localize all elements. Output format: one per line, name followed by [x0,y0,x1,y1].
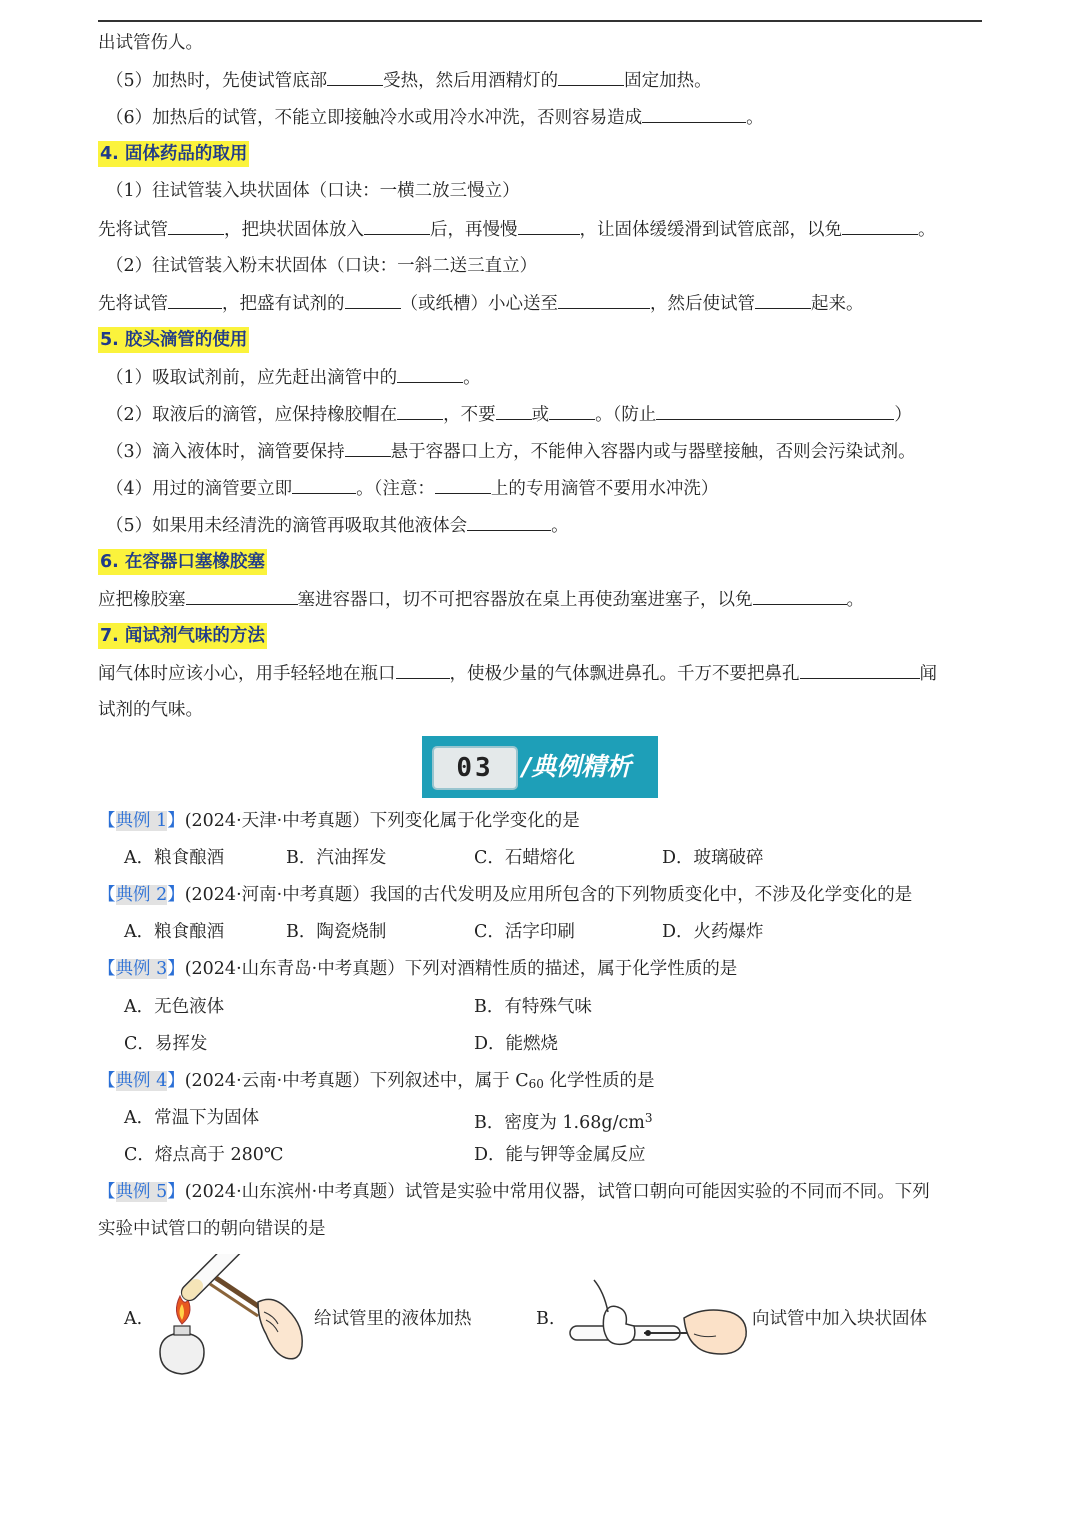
option[interactable]: D．玻璃破碎 [662,848,764,868]
text-line: 试剂的气味。 [98,700,203,720]
example-question: 【典例 1】(2024·天津·中考真题）下列变化属于化学变化的是 [98,811,580,831]
text-line: （3）滴入液体时，滴管要保持 悬于容器口上方，不能伸入容器内或与器壁接触，否则会污染试剂。 [106,438,916,465]
heating-test-tube-illustration [154,1254,314,1384]
text-line: 闻气体时应该小心，用手轻轻地在瓶口 ，使极少量的气体飘进鼻孔。千万不要把鼻孔 闻 [98,660,937,687]
blank[interactable] [397,364,463,383]
blank[interactable] [642,104,746,123]
text-line: （2）取液后的滴管，应保持橡胶帽在 ，不要 或 。（防止 ） [106,401,912,428]
option[interactable]: B．密度为 $1.68g/cm^3$ [474,1111,653,1133]
section-heading: 6. 在容器口塞橡胶塞 [98,549,267,575]
section-heading: 4. 固体药品的取用 [98,141,249,167]
option[interactable]: A．无色液体 [124,997,225,1017]
example-question: 【典例 3】(2024·山东青岛·中考真题）下列对酒精性质的描述，属于化学性质的是 [98,959,738,979]
text-line: （4）用过的滴管要立即 。（注意： 上的专用滴管不要用水冲洗） [106,475,718,502]
example-tag: 【典例 2】 [98,885,185,905]
adding-solid-illustration [564,1272,750,1362]
option[interactable]: D．能燃烧 [474,1034,559,1054]
blank[interactable] [467,512,551,531]
blank[interactable] [186,586,298,605]
blank[interactable] [292,475,356,494]
blank[interactable] [168,216,224,235]
blank[interactable] [345,438,391,457]
text-line: 出试管伤人。 [98,33,203,53]
blank[interactable] [656,401,894,420]
option[interactable]: B．汽油挥发 [286,848,387,868]
superscript: 3 [644,1111,653,1125]
text-line: （5）如果用未经清洗的滴管再吸取其他液体会 。 [106,512,569,539]
blank[interactable] [396,660,450,679]
option-a-label[interactable]: A. [124,1309,143,1329]
top-rule [98,20,982,22]
option[interactable]: D．火药爆炸 [662,922,764,942]
blank[interactable] [842,216,918,235]
blank[interactable] [558,290,650,309]
example-question: 【典例 4】(2024·云南·中考真题）下列叙述中，属于 $C_{60}$ 化学性质的是 [98,1071,655,1091]
subscript: 60 [528,1077,544,1091]
text-line: （1）往试管装入块状固体（口诀：一横二放三慢立） [106,181,520,201]
blank[interactable] [168,290,222,309]
blank[interactable] [397,401,443,420]
section-heading: 5. 胶头滴管的使用 [98,327,249,353]
text-line: （6）加热后的试管，不能立即接触冷水或用冷水冲洗，否则容易造成 。 [106,104,764,131]
text-line: 实验中试管口的朝向错误的是 [98,1219,326,1239]
option[interactable]: D．能与钾等金属反应 [474,1145,646,1165]
blank[interactable] [753,586,847,605]
option[interactable]: A．粮食酿酒 [124,848,225,868]
text-line: （1）吸取试剂前，应先赶出滴管中的 。 [106,364,481,391]
blank[interactable] [327,67,383,86]
blank[interactable] [435,475,491,494]
example-tag: 【典例 1】 [98,811,185,831]
option-b-label[interactable]: B. [536,1309,555,1329]
option[interactable]: C．熔点高于 280℃ [124,1145,284,1165]
option[interactable]: A．常温下为固体 [124,1108,260,1128]
blank[interactable] [558,67,624,86]
example-tag: 【典例 4】 [98,1071,185,1091]
text-line: 应把橡胶塞 塞进容器口，切不可把容器放在桌上再使劲塞进塞子，以免 。 [98,586,864,613]
option[interactable]: C．石蜡熔化 [474,848,575,868]
blank[interactable] [755,290,811,309]
section-heading: 7. 闻试剂气味的方法 [98,623,267,649]
blank[interactable] [518,216,580,235]
option[interactable]: A．粮食酿酒 [124,922,225,942]
example-question: 【典例 5】(2024·山东滨州·中考真题）试管是实验中常用仪器，试管口朝向可能因实验的不同而不同。下列 [98,1182,930,1202]
example-tag: 【典例 3】 [98,959,185,979]
blank[interactable] [800,660,920,679]
blank[interactable] [364,216,430,235]
example-question: 【典例 2】(2024·河南·中考真题）我国的古代发明及应用所包含的下列物质变化中，不涉及化学变化的是 [98,885,913,905]
text-line: 先将试管 ，把盛有试剂的 （或纸槽）小心送至 ，然后使试管 起来。 [98,290,864,317]
text-line: 先将试管 ，把块状固体放入 后，再慢慢 ，让固体缓缓滑到试管底部，以免 。 [98,216,936,243]
banner-title: /典例精析 [522,752,632,781]
example-tag: 【典例 5】 [98,1182,185,1202]
option-a-caption: 给试管里的液体加热 [314,1309,472,1329]
option[interactable]: B．有特殊气味 [474,997,592,1017]
text-line: （2）往试管装入粉末状固体（口诀：一斜二送三直立） [106,256,538,276]
section-banner [422,736,658,798]
option[interactable]: C．易挥发 [124,1034,208,1054]
blank[interactable] [496,401,532,420]
option[interactable]: B．陶瓷烧制 [286,922,387,942]
blank[interactable] [549,401,595,420]
blank[interactable] [345,290,401,309]
option-b-caption: 向试管中加入块状固体 [752,1309,927,1329]
option[interactable]: C．活字印刷 [474,922,575,942]
banner-number: 03 [434,748,516,788]
text-line: （5）加热时，先使试管底部 受热，然后用酒精灯的 固定加热。 [106,67,712,94]
